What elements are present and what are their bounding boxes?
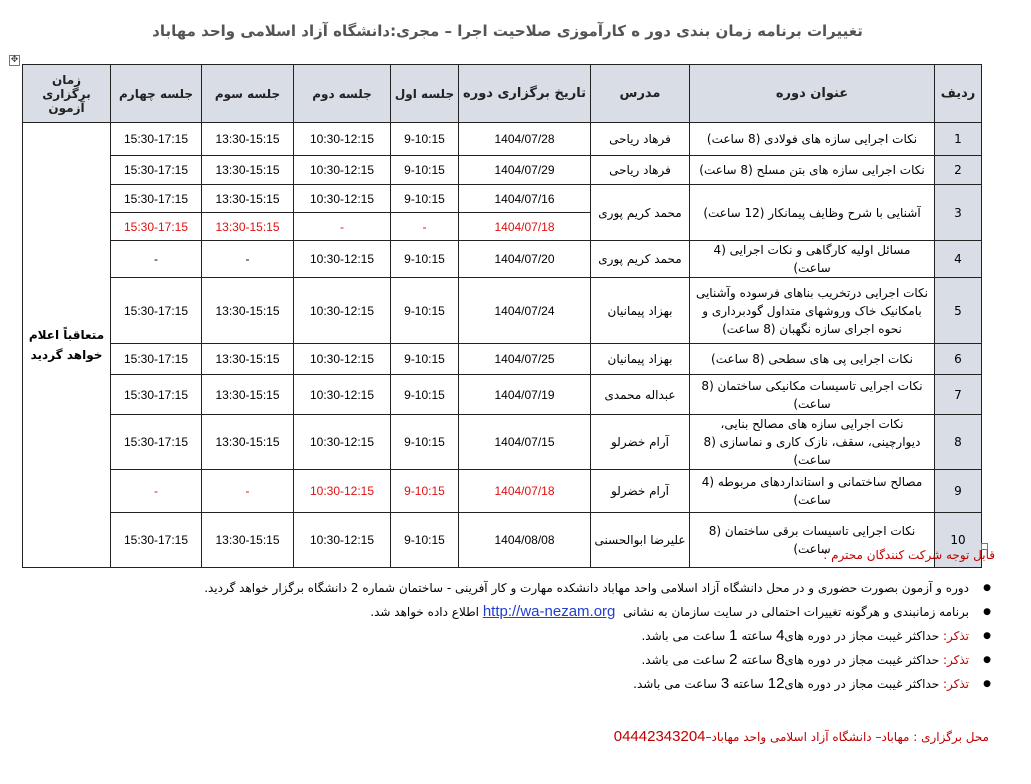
session-3-time: 13:30-15:15 <box>202 513 294 568</box>
session-4-time: 15:30-17:15 <box>111 185 202 213</box>
warning-label: تذکر: <box>942 677 969 691</box>
table-row <box>23 241 982 278</box>
course-date: 1404/07/16 <box>459 185 591 213</box>
venue-address <box>614 728 989 745</box>
session-4-time: - <box>111 241 202 278</box>
row-number: 3 <box>935 185 982 241</box>
course-title: نکات اجرایی پی های سطحی (8 ساعت) <box>690 344 935 375</box>
session-3-time: - <box>202 241 294 278</box>
teacher-name: عبداله محمدی <box>591 375 690 415</box>
session-2-time: 10:30-12:15 <box>294 278 391 344</box>
course-title: مسائل اولیه کارگاهی و نکات اجرایی (4 ساعت) <box>690 241 935 278</box>
warning-hours: 12 <box>767 675 785 692</box>
session-2-time: 10:30-12:15 <box>294 470 391 513</box>
header-session-3: جلسه سوم <box>202 65 294 123</box>
schedule-table <box>22 64 982 568</box>
header-teacher: مدرس <box>591 65 690 123</box>
session-2-time: 10:30-12:15 <box>294 375 391 415</box>
session-3-time: 13:30-15:15 <box>202 344 294 375</box>
session-4-time: 15:30-17:15 <box>111 344 202 375</box>
session-2-time: 10:30-12:15 <box>294 185 391 213</box>
table-row <box>23 278 982 344</box>
warning-text: حداکثر غیبت مجاز در دوره های <box>784 629 943 643</box>
warning-text: حداکثر غیبت مجاز در دوره های <box>784 653 943 667</box>
course-date: 1404/08/08 <box>459 513 591 568</box>
warning-text: ساعته <box>737 653 777 667</box>
session-4-time: 15:30-17:15 <box>111 213 202 241</box>
row-number: 9 <box>935 470 982 513</box>
session-1-time: 9-10:15 <box>391 123 459 156</box>
teacher-name: آرام خضرلو <box>591 470 690 513</box>
warning-absence: 2 <box>729 651 738 668</box>
warning-text: ساعت می باشد. <box>641 653 730 667</box>
session-1-time: 9-10:15 <box>391 241 459 278</box>
header-session-2: جلسه دوم <box>294 65 391 123</box>
row-number: 10 <box>935 513 982 568</box>
session-3-time: 13:30-15:15 <box>202 213 294 241</box>
warning-text: ساعت می باشد. <box>633 677 721 691</box>
exam-time-note: متعاقباً اعلام خواهد گردید <box>23 123 111 568</box>
course-date: 1404/07/20 <box>459 241 591 278</box>
course-date-changed: 1404/07/18 <box>459 470 591 513</box>
row-number: 6 <box>935 344 982 375</box>
warning-absence: 1 <box>729 627 738 644</box>
table-row-changed <box>23 470 982 513</box>
session-2-time: 10:30-12:15 <box>294 241 391 278</box>
warning-label: تذکر: <box>942 653 969 667</box>
session-1-time: 9-10:15 <box>391 513 459 568</box>
teacher-name: بهزاد پیمانیان <box>591 278 690 344</box>
session-3-time: 13:30-15:15 <box>202 415 294 470</box>
course-title: نکات اجرایی سازه های فولادی (8 ساعت) <box>690 123 935 156</box>
list-item <box>15 600 995 624</box>
course-title: نکات اجرایی تاسیسات مکانیکی ساختمان (8 ساعت) <box>690 375 935 415</box>
table-row <box>23 123 982 156</box>
table-row <box>23 375 982 415</box>
row-number: 7 <box>935 375 982 415</box>
list-item <box>15 576 995 600</box>
session-2-time: - <box>294 213 391 241</box>
header-date: تاریخ برگزاری دوره <box>459 65 591 123</box>
row-number: 8 <box>935 415 982 470</box>
header-row-number: ردیف <box>935 65 982 123</box>
page-title: تغییرات برنامه زمان بندی دور ه کارآموزی صلاحیت اجرا – مجری:دانشگاه آزاد اسلامی واحد مهاباد <box>152 22 863 40</box>
notes-section <box>15 548 995 696</box>
move-handle-icon[interactable]: ✥ <box>10 55 19 65</box>
session-3-time: 13:30-15:15 <box>202 375 294 415</box>
session-3-time: 13:30-15:15 <box>202 278 294 344</box>
course-date: 1404/07/25 <box>459 344 591 375</box>
course-title: نکات اجرایی درتخریب بناهای فرسوده وآشنایی بامکانیک خاک وروشهای متداول گودبرداری و نحوه اجرای سازه نگهبان (8 ساعت) <box>690 278 935 344</box>
teacher-name: فرهاد ریاحی <box>591 123 690 156</box>
teacher-name: علیرضا ابوالحسنی <box>591 513 690 568</box>
session-1-time: 9-10:15 <box>391 344 459 375</box>
table-header-row <box>23 65 982 123</box>
session-4-time: 15:30-17:15 <box>111 123 202 156</box>
note-schedule-end: اطلاع داده خواهد شد. <box>370 605 483 619</box>
notes-list <box>15 576 995 696</box>
course-title: نکات اجرایی سازه های بتن مسلح (8 ساعت) <box>690 156 935 185</box>
course-date: 1404/07/24 <box>459 278 591 344</box>
warning-absence: 3 <box>720 675 730 692</box>
session-1-time: 9-10:15 <box>391 375 459 415</box>
session-4-time: 15:30-17:15 <box>111 415 202 470</box>
row-number: 5 <box>935 278 982 344</box>
teacher-name: محمد کریم پوری <box>591 185 690 241</box>
list-item <box>15 672 995 696</box>
course-title: نکات اجرایی سازه های مصالح بنایی، دیوارچینی، سقف، نازک کاری و نماسازی (8 ساعت) <box>690 415 935 470</box>
warning-hours: 8 <box>776 651 785 668</box>
list-item <box>15 624 995 648</box>
session-1-time: - <box>391 213 459 241</box>
header-session-4: جلسه چهارم <box>111 65 202 123</box>
session-4-time: - <box>111 470 202 513</box>
course-date: 1404/07/15 <box>459 415 591 470</box>
session-1-time: 9-10:15 <box>391 278 459 344</box>
table-row <box>23 344 982 375</box>
course-title: آشنایی با شرح وظایف پیمانکار (12 ساعت) <box>690 185 935 241</box>
course-date: 1404/07/29 <box>459 156 591 185</box>
note-schedule: برنامه زمانبندی و هرگونه تغییرات احتمالی در سایت سازمان به نشانی <box>623 605 969 619</box>
table-row <box>23 185 982 213</box>
warning-text: ساعته <box>729 677 768 691</box>
course-title: مصالح ساختمانی و استانداردهای مربوطه (4 ساعت) <box>690 470 935 513</box>
course-date: 1404/07/28 <box>459 123 591 156</box>
row-number: 2 <box>935 156 982 185</box>
website-link[interactable]: http://wa-nezam.org <box>482 603 616 620</box>
teacher-name: آرام خضرلو <box>591 415 690 470</box>
teacher-name: محمد کریم پوری <box>591 241 690 278</box>
session-1-time: 9-10:15 <box>391 185 459 213</box>
table-row <box>23 156 982 185</box>
session-4-time: 15:30-17:15 <box>111 513 202 568</box>
teacher-name: فرهاد ریاحی <box>591 156 690 185</box>
course-title: نکات اجرایی تاسیسات برقی ساختمان (8 ساعت) <box>690 513 935 568</box>
notes-heading: قابل توجه شرکت کنندگان محترم : <box>823 548 995 562</box>
note-venue: دوره و آزمون بصورت حضوری و در محل دانشگاه آزاد اسلامی واحد مهاباد دانشکده مهارت و کار آفرینی - ساختمان شماره 2 دانشگاه برگزار خواهد گردید. <box>204 581 969 595</box>
session-2-time: 10:30-12:15 <box>294 513 391 568</box>
session-2-time: 10:30-12:15 <box>294 156 391 185</box>
session-4-time: 15:30-17:15 <box>111 156 202 185</box>
session-3-time: 13:30-15:15 <box>202 123 294 156</box>
session-1-time: 9-10:15 <box>391 156 459 185</box>
warning-label: تذکر: <box>942 629 969 643</box>
session-2-time: 10:30-12:15 <box>294 415 391 470</box>
venue-text: محل برگزاری : مهاباد– دانشگاه آزاد اسلامی واحد مهاباد– <box>705 730 989 744</box>
phone-number: 04442343204 <box>613 728 706 745</box>
header-session-1: جلسه اول <box>391 65 459 123</box>
session-3-time: 13:30-15:15 <box>202 185 294 213</box>
header-course-title: عنوان دوره <box>690 65 935 123</box>
course-date-changed: 1404/07/18 <box>459 213 591 241</box>
session-2-time: 10:30-12:15 <box>294 123 391 156</box>
warning-text: ساعت می باشد. <box>641 629 730 643</box>
row-number: 1 <box>935 123 982 156</box>
warning-hours: 4 <box>776 627 785 644</box>
session-3-time: - <box>202 470 294 513</box>
session-4-time: 15:30-17:15 <box>111 375 202 415</box>
course-date: 1404/07/19 <box>459 375 591 415</box>
session-1-time: 9-10:15 <box>391 415 459 470</box>
teacher-name: بهزاد پیمانیان <box>591 344 690 375</box>
table-row <box>23 415 982 470</box>
row-number: 4 <box>935 241 982 278</box>
session-2-time: 10:30-12:15 <box>294 344 391 375</box>
header-exam-time: زمان برگزاری آزمون <box>23 65 111 123</box>
warning-text: حداکثر غیبت مجاز در دوره های <box>784 677 943 691</box>
session-1-time: 9-10:15 <box>391 470 459 513</box>
warning-text: ساعته <box>737 629 777 643</box>
session-4-time: 15:30-17:15 <box>111 278 202 344</box>
list-item <box>15 648 995 672</box>
session-3-time: 13:30-15:15 <box>202 156 294 185</box>
